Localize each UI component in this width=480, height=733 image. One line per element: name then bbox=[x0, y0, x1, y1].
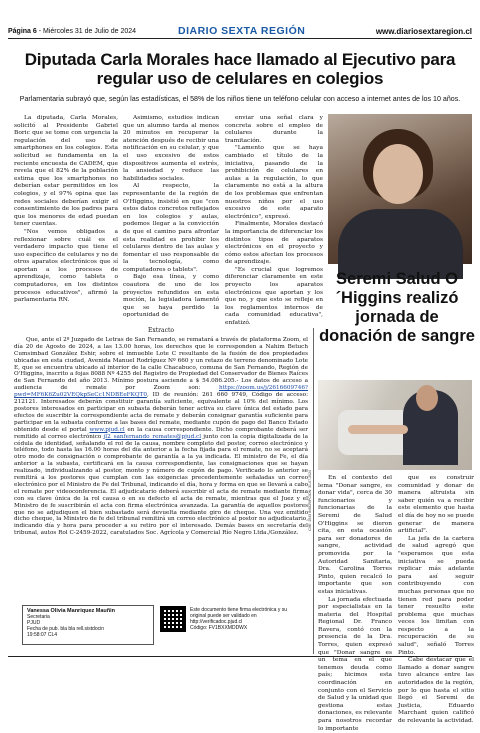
page-number: Página 6 - Miércoles 31 de Julio de 2024 bbox=[8, 28, 136, 35]
photo-shape bbox=[373, 144, 423, 204]
paragraph: Al respecto, la representante de la región de O'Higgins, insistió en que "con estos datos concretos reflejados en los colegios y aulas, podemos llegar a la convicción de que el camino para afrontar esta realidad es prohibir los celulares dentro de las aulas y fomentar el uso responsable de la tecnología, como computadores o tablets". bbox=[123, 183, 219, 274]
photo-shape bbox=[348, 425, 408, 434]
zoom-link[interactable]: https://zoom.us/j/2616609746?pwd=MF6K6Zu02VEQkpSeCc1NDBEeFKQT0 bbox=[14, 385, 308, 398]
footer-rule bbox=[8, 656, 472, 657]
signature-box bbox=[22, 605, 154, 645]
headline-morales: Diputada Carla Morales hace llamado al Ejecutivo para regular uso de celulares en colegios bbox=[10, 50, 470, 88]
article1-column-1 bbox=[14, 115, 118, 305]
paragraph: "Nos vemos obligados a reflexionar sobre cuál es el verdadero impacto que tiene el uso específico de celulares y no de otros aparatos electrónicos que sí aportan a los procesos de aprendizaje, como tablets o computadores, en los distintos procesos educativos", afirmó la parlamentaria RN. bbox=[14, 229, 118, 305]
paragraph: enviar una señal clara y concreta sobre el empleo de celulares durante la tramitación. bbox=[225, 115, 323, 145]
article2-column-1 bbox=[318, 475, 392, 733]
photo-shape bbox=[416, 385, 438, 411]
text: en la causa correspondiente. Dicho comprobante deberá ser remitido al correo electrónico bbox=[14, 427, 308, 440]
article2-column-2 bbox=[398, 475, 474, 726]
text: Que, ante el 2º Juzgado de Letras de San Fernando, se rematará a través de plataforma Zoom, el día 20 de Agosto de 2024, a las 13.00 horas, los derechos que le corresponden a Nahim Betuch Cumsimbad González Eshir, sobre el inmueble Lote C resultante de la fusión de dos propiedades ubicadas en esta ciudad, Avenida Manuel Rodríguez Nº 660 y un retazo de terreno denominado Lote E, que se encuentra ubicado al interior de la calle Chacabuco, comuna de San Fernando, Región de O'Higgins, inscrito a fojas 8088 Nº 4255 del Registro de Propiedad del Conservador de Bienes Raíces de San Fernando del año 2013. Mínimo postura asciende a $ 54.086.205.- Los datos de acceso a audiencia de remate por Zoom son: bbox=[14, 337, 308, 391]
paragraph: "Lamento que se haya cambiado el título de la iniciativa, pasando de la prohibición de celulares en aulas a la regulación, lo que claramente no está a la altura de los problemas que enfrentan nuestros niños por el uso excesivo de este aparato electrónico", expresó. bbox=[225, 145, 323, 221]
email-link[interactable]: jl2_sanfernando_remates@pjud.cl bbox=[104, 434, 201, 440]
paragraph: Cabe destacar que el llamado a donar sangre tuvo alcance entre las autoridades de la región, por lo que hasta el sitio llegó el Seremi de Justicia, Eduardo Marchant quien calificó de relevante la actividad. bbox=[398, 657, 474, 725]
paragraph: que es construir comunidad y donar de manera altruista sin saber quién va a recibir este elemento que hasta el día de hoy no se puede generar de manera artificial". bbox=[398, 475, 474, 536]
vertical-ref: CVE: 2543 INSCRIPCION: 31-07-2024 bbox=[308, 470, 312, 531]
article1-column-3 bbox=[225, 115, 323, 328]
paragraph: La jornada efectuada por especialistas en la materia del Hospital Regional Dr. Franco Ravera, contó con la presencia de la Dra. Torres, quien expresó que "Donar sangre es un tema en el que tenemos deuda como país; hicimos esta coordinación en conjunto con el Servicio de Salud y la unidad que gestiona estas donaciones, es relevante para nosotros recordar lo importante bbox=[318, 597, 392, 733]
article1-column-2 bbox=[123, 115, 219, 320]
photo-shape bbox=[338, 209, 463, 279]
column-divider bbox=[313, 328, 314, 654]
signer-name: Vanessa Olivia Manriquez Mauñin bbox=[27, 608, 149, 614]
signer-detail: Fecha de pub. bla bla rell.sistdocin bbox=[27, 626, 149, 632]
qr-note-text: Este documento tiene firma electrónica y su original puede ser validado en http://verificadoc.pjud.cl bbox=[190, 607, 300, 625]
signer-role: Secretaria bbox=[27, 614, 149, 620]
text: , ID de reunión: 261 660 9749, Código de acceso: 212121. Interesados deberán constituir garantía suficiente, equivalente al 10% del mínimo. Los postores interesados en participar en subasta deberán tener activa su clave única del estado para efectos de suscribir la correspondiente acta de remate y deberán consignar garantía suficiente para participar en la subasta conforme a las bases del remate, mediante cupón de pago del Banco Estado obtenido desde el portal bbox=[14, 392, 308, 433]
legal-notice-extracto bbox=[14, 328, 308, 604]
extracto-title: Extracto bbox=[14, 328, 308, 335]
signer-time: 19:58:07 CL4 bbox=[27, 632, 149, 638]
paragraph: En el contexto del lema "Donar sangre, es donar vida", cerca de 30 funcionarios y funcionarias de la Seremi de Salud O'Higgins se dieron cita, en esta ocasión para ser donadores de sangre, actividad promovida por la Autoridad Sanitaria, Dra. Carolina Torres Pinto, quien recalcó lo importante que son estas iniciativas. bbox=[318, 475, 392, 597]
page-header bbox=[8, 27, 472, 38]
signer-court: PJUD bbox=[27, 620, 149, 626]
paragraph: Asimismo, estudios indican que un alumno tarda al menos 20 minutos en recuperar la atención después de recibir una notificación en su celular, y que el uso excesivo de estos dispositivos aumenta el estrés, la ansiedad y reduce las habilidades sociales. bbox=[123, 115, 219, 183]
paragraph: Finalmente, Morales destacó la importancia de diferenciar los distintos tipos de aparatos electrónicos en el proyecto y cómo estos afectan los procesos de aprendizaje. bbox=[225, 221, 323, 267]
deck-morales: Parlamentaria subrayó que, según las estadísticas, el 58% de los niños tiene un teléfono celular con acceso a internet antes de los 10 años. bbox=[10, 95, 470, 103]
header-rule bbox=[8, 38, 472, 39]
text: junto con la copia digitalizada de la cédula de identidad, señalando el rol de la causa, nombre completo del postor, correo electrónico y teléfono, todo hasta las 16.00 horas del día anterior a la fecha fijada para el remate, no se aceptará otro modo de consignación o comprobante de garantía a la ya indicada. El ministro de Fe, el día anterior a la subasta, certificará en la causa correspondiente, las consignaciones que se hayan realizado, individualizando al postor, monto y número de cupón de pago. Verificado lo anterior se remitirá a los postores que cumplan con las exigencias precedentemente señaladas un correo electrónico por el Ministro de Fe del Tribunal, indicando el día, hora y forma en que se llevará a cabo el remate por videoconferencia. El adjudicatario deberá suscribir el acta de remate mediante firma con su clave única de la rol causa o en su defecto el acta de remate, mientras que el Juez y el Ministro de fe suscribirán el acta con firma electrónica avanzada. La garantía de aquellos postores que no se adjudiquen el bien subastado será devuelta mediante giro de cheque. Una vez emitido dicho cheque, la Ministro de fe del tribunal remitirá un correo electrónico al postor no adjudicatario, indicando día y hora para proceder a su retiro por el interesado. Demás bases en secretaría del tribunal, autos Rol C-2459-2022, caratulados Soc. Agrícola y Comercial Río Negro Ltda./González. bbox=[14, 434, 308, 537]
paragraph: La diputada, Carla Morales, solicitó al Presidente Gabriel Boric que se tome con urgencia la regulación del uso de smartphones en los colegios. Esta solicitud se fundamenta en la reciente encuesta de CADEM, que revela que el 82% de la población estima que los smartphones no deberían estar permitidos en los colegios, y el 97% opina que las redes sociales deberían exigir el consentimiento de los padres para que los menores de edad puedan tener cuentas. bbox=[14, 115, 118, 229]
paragraph: Bajo esa línea, y como coautora de uno de los proyectos refundidos en esta moción, la legisladora lamentó que se haya perdido la oportunidad de bbox=[123, 274, 219, 320]
paragraph: La jefa de la cartera de salud agregó que "esperamos que esta iniciativa se pueda replicar más adelante para así seguir contribuyendo con muchas personas que no tienen red para poder tener resuelto este problema que muchas veces los limitan con respecto a la recuperación de su salud", señaló Torres Pinto. bbox=[398, 536, 474, 658]
masthead: DIARIO SEXTA REGIÓN bbox=[178, 25, 305, 37]
extracto-body bbox=[14, 337, 308, 537]
headline-seremi: Seremi Salud O´Higgins realizó jornada de donación de sangre bbox=[318, 270, 476, 346]
qr-code-icon[interactable] bbox=[160, 606, 186, 632]
qr-note-code: Código: FV1BXXMDDWX bbox=[190, 625, 300, 631]
photo-blood-donation bbox=[318, 380, 472, 470]
paragraph: "Es crucial que logremos diferenciar claramente en este proyecto los aparatos electrónicos que aportan y los que no, y que esto se refleje en los reglamentos internos de cada comunidad educativa", enfatizó. bbox=[225, 267, 323, 328]
site-url[interactable]: www.diariosextaregion.cl bbox=[376, 27, 472, 36]
qr-note bbox=[190, 607, 300, 631]
pjud-link[interactable]: www.pjud.cl bbox=[89, 427, 124, 433]
photo-carla-morales bbox=[328, 114, 472, 264]
